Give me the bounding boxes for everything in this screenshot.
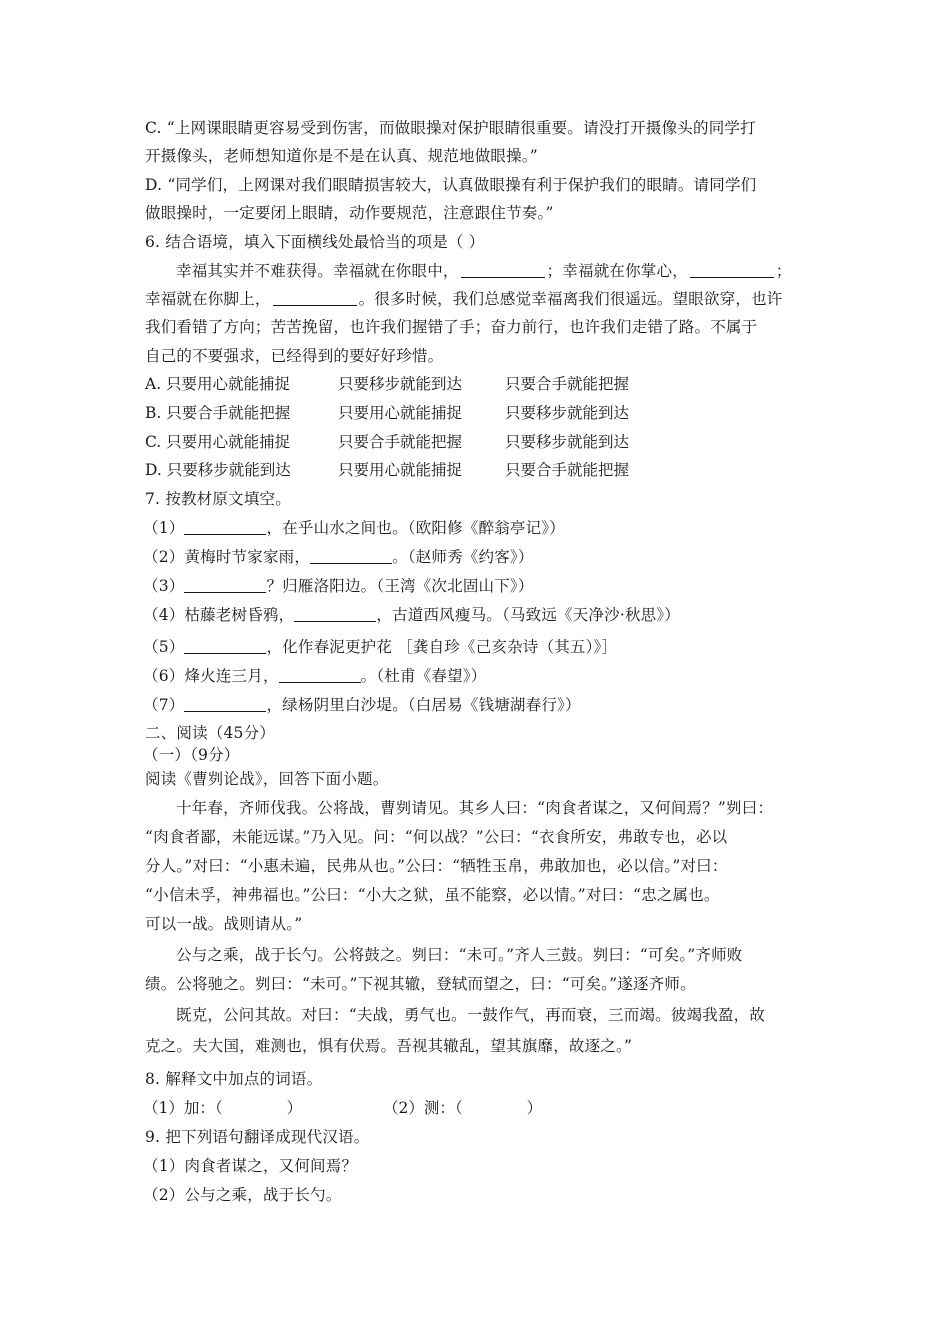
q7-item-3 — [143, 575, 534, 597]
q6-option-b[interactable]: B. 只要合手就能把握 — [145, 404, 291, 422]
passage-line: 克之。夫大国，难测也，惧有伏焉。吾视其辙乱，望其旗靡，故逐之。” — [145, 1037, 633, 1055]
q7-item-text: 。（赵师秀《约客》） — [392, 548, 534, 566]
passage-line: 分人。”对曰：“小惠未遍，民弗从也。”公曰：“牺牲玉帛，弗敢加也，必以信。”对曰： — [145, 857, 728, 875]
q7-item-text: （5） — [143, 638, 185, 656]
q7-item-6 — [143, 665, 486, 687]
q7-item-text: （4）枯藤老树昏鸦， — [143, 606, 295, 624]
q5-option-d-line1: D. “同学们，上网课对我们眼睛损害较大，认真做眼操有利于保护我们的眼睛。请同学们 — [145, 176, 757, 194]
fill-blank[interactable] — [184, 576, 266, 593]
q7-item-text: ，古道西风瘦马。（马致远《天净沙·秋思》） — [376, 606, 681, 624]
q8-stem: 8. 解释文中加点的词语。 — [145, 1070, 323, 1088]
passage-line: “肉食者鄙，未能远谋。”乃入见。问：“何以战？”公曰：“衣食所安，弗敢专也，必以 — [145, 828, 728, 846]
q7-stem: 7. 按教材原文填空。 — [145, 490, 291, 508]
q5-option-c-line2: 开摄像头，老师想知道你是不是在认真、规范地做眼操。” — [145, 147, 538, 165]
fill-blank[interactable] — [294, 605, 376, 622]
q7-item-7 — [143, 694, 581, 716]
fill-blank[interactable] — [184, 695, 266, 712]
q9-stem: 9. 把下列语句翻译成现代汉语。 — [145, 1128, 370, 1146]
q6-option-a-part3: 只要合手就能把握 — [505, 375, 630, 393]
q6-para-text: ； — [775, 262, 792, 280]
q6-para-line2 — [145, 288, 783, 310]
q7-item-1 — [143, 517, 565, 539]
q6-para-text: 幸福就在你脚上， — [145, 290, 271, 308]
q6-option-c-part3: 只要移步就能到达 — [505, 433, 630, 451]
q7-item-text: 。（杜甫《春望》） — [360, 667, 487, 685]
fill-blank[interactable] — [461, 261, 545, 278]
q6-para-line4: 自己的不要强求，已经得到的要好好珍惜。 — [145, 347, 444, 365]
q6-para-text: 幸福其实并不难获得。幸福就在你眼中， — [176, 262, 459, 280]
q8-close: ） — [526, 1099, 543, 1117]
q7-item-text: ，在乎山水之间也。（欧阳修《醉翁亭记》） — [266, 519, 565, 537]
q6-para-text: ；幸福就在你掌心， — [546, 262, 688, 280]
q7-item-text: （6）烽火连三月， — [143, 667, 279, 685]
q7-item-text: （2）黄梅时节家家雨， — [143, 548, 311, 566]
fill-blank[interactable] — [690, 261, 774, 278]
q7-item-5 — [143, 636, 617, 658]
q6-option-b-part2: 只要用心就能捕捉 — [338, 404, 463, 422]
q6-para-line3: 我们看错了方向；苦苦挽留，也许我们握错了手；奋力前行，也许我们走错了路。不属于 — [145, 318, 758, 336]
q6-para-line1 — [176, 260, 792, 282]
q8-label: （2）测：（ — [383, 1099, 463, 1117]
passage-line: 十年春，齐师伐我。公将战，曹刿请见。其乡人曰：“肉食者谋之，又何间焉？”刿曰： — [176, 799, 774, 817]
fill-blank[interactable] — [184, 637, 266, 654]
q7-item-4 — [143, 604, 680, 626]
passage-line: 绩。公将驰之。刿曰：“未可。”下视其辙，登轼而望之，曰：“可矣。”遂逐齐师。 — [145, 975, 696, 993]
q6-option-d[interactable]: D. 只要移步就能到达 — [145, 461, 291, 479]
q7-item-text: ，化作春泥更护花 ［龚自珍《己亥杂诗（其五）》］ — [266, 638, 618, 656]
q6-option-c[interactable]: C. 只要用心就能捕捉 — [145, 433, 291, 451]
q6-option-a[interactable]: A. 只要用心就能捕捉 — [145, 375, 291, 393]
q7-item-text: （3） — [143, 577, 185, 595]
section-subtitle: （一）（9分） — [143, 746, 240, 764]
passage-line: 可以一战。战则请从。” — [145, 915, 303, 933]
reading-intro: 阅读《曹刿论战》，回答下面小题。 — [145, 770, 389, 788]
q7-item-text: ，绿杨阴里白沙堤。（白居易《钱塘湖春行》） — [266, 696, 581, 714]
q6-option-a-part2: 只要移步就能到达 — [338, 375, 463, 393]
q5-option-d-line2: 做眼操时，一定要闭上眼睛，动作要规范，注意跟住节奏。” — [145, 204, 554, 222]
q8-label: （1）加：（ — [143, 1099, 223, 1117]
passage-line: “小信未孚，神弗福也。”公曰：“小大之狱，虽不能察，必以情。”对曰：“忠之属也。 — [145, 886, 720, 904]
q6-option-b-part3: 只要移步就能到达 — [505, 404, 630, 422]
q9-sentence-2: （2）公与之乘，战于长勺。 — [143, 1186, 342, 1204]
passage-line: 既克，公问其故。对曰：“夫战，勇气也。一鼓作气，再而衰，三而竭。彼竭我盈，故 — [176, 1006, 766, 1024]
q7-item-text: ？归雁洛阳边。（王湾《次北固山下》） — [266, 577, 534, 595]
q7-item-text: （7） — [143, 696, 185, 714]
q6-option-d-part2: 只要用心就能捕捉 — [338, 461, 463, 479]
q7-item-text: （1） — [143, 519, 185, 537]
fill-blank[interactable] — [310, 547, 392, 564]
q9-sentence-1: （1）肉食者谋之，又何间焉？ — [143, 1157, 358, 1175]
fill-blank[interactable] — [184, 518, 266, 535]
q8-item-2 — [383, 1097, 542, 1119]
q7-item-2 — [143, 546, 534, 568]
q6-para-text: 。很多时候，我们总感觉幸福离我们很遥远。望眼欲穿，也许 — [358, 290, 783, 308]
q5-option-c-line1: C. “上网课眼睛更容易受到伤害，而做眼操对保护眼睛很重要。请没打开摄像头的同学打 — [145, 119, 756, 137]
q8-close: ） — [286, 1099, 303, 1117]
q6-option-d-part3: 只要合手就能把握 — [505, 461, 630, 479]
section-title: 二、阅读（45分） — [145, 724, 276, 742]
passage-line: 公与之乘，战于长勺。公将鼓之。刿曰：“未可。”齐人三鼓。刿曰：“可矣。”齐师败 — [176, 946, 743, 964]
fill-blank[interactable] — [273, 289, 357, 306]
q6-stem: 6. 结合语境，填入下面横线处最恰当的项是（ ） — [145, 233, 485, 251]
q6-option-c-part2: 只要合手就能把握 — [338, 433, 463, 451]
q8-item-1 — [143, 1097, 302, 1119]
fill-blank[interactable] — [279, 666, 361, 683]
